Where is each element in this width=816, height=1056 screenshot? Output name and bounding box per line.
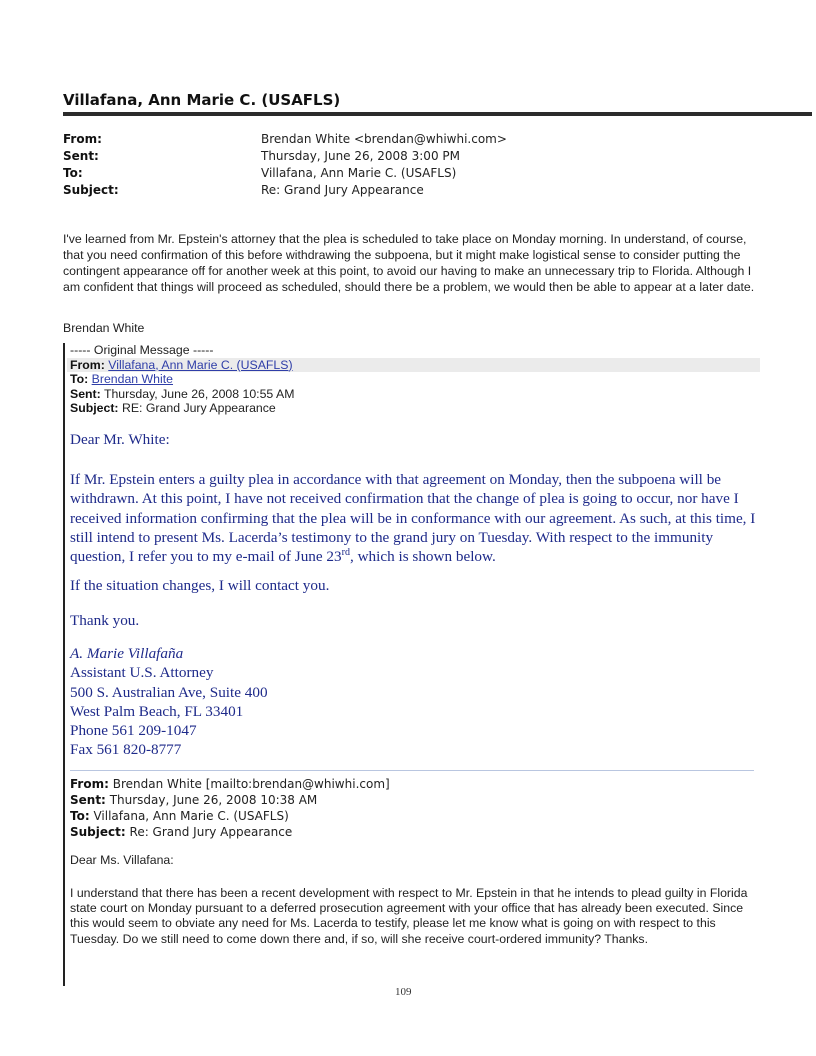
to-label: To:	[63, 166, 83, 180]
subject-value: Re: Grand Jury Appearance	[261, 183, 424, 197]
original-header	[70, 343, 294, 416]
from-value: Brendan White <brendan@whiwhi.com>	[261, 132, 507, 146]
subject-label: Subject:	[63, 183, 119, 197]
earlier-header	[70, 776, 390, 840]
original-greeting: Dear Mr. White:	[70, 431, 170, 448]
earlier-to-value: Villafana, Ann Marie C. (USAFLS)	[93, 809, 289, 823]
sig-phone: Phone 561 209-1047	[70, 722, 197, 740]
earlier-from-label: From:	[70, 777, 109, 791]
sig-name: A. Marie Villafaña	[70, 645, 184, 662]
original-body-main: If Mr. Epstein enters a guilty plea in accordance with that agreement on Monday, then the subpoena will be withdrawn. At this point, I have not received confirmation that the change of plea is going to occur, nor have I received information confirming that the plea will be in conformance with our agreement. As such, at this time, I still intend to present Ms. Lacerda’s testimony to the grand jury on Tuesday. With respect to the immunity question, I refer you to my e-mail of June 23	[70, 471, 756, 566]
original-subject-label: Subject:	[70, 401, 119, 415]
sent-value: Thursday, June 26, 2008 3:00 PM	[261, 149, 460, 163]
earlier-from-line	[70, 776, 390, 792]
sig-addr2: West Palm Beach, FL 33401	[70, 702, 244, 720]
original-body-end: , which is shown below.	[349, 548, 496, 566]
original-thanks: Thank you.	[70, 612, 140, 629]
to-value: Villafana, Ann Marie C. (USAFLS)	[261, 166, 457, 180]
original-to-link[interactable]: Brendan White	[91, 372, 173, 386]
sig-fax: Fax 561 820-8777	[70, 741, 182, 759]
reply-signature: Brendan White	[63, 321, 145, 335]
sent-label: Sent:	[63, 149, 99, 163]
original-to-label: To:	[70, 372, 89, 386]
original-line2: If the situation changes, I will contact you.	[70, 577, 330, 594]
reply-body: I've learned from Mr. Epstein's attorney that the plea is scheduled to take place on Monday morning. In understand, of course, that you need confirmation of this before withdrawing the subpoena, but it might make logistical sense to consider putting the contingent appearance off for another week at this point, to avoid our having to make an unnecessary trip to Florida. Although I am confident that things will proceed as scheduled, should there be a problem, we would then be able to appear at a later date.	[63, 232, 755, 294]
page-number: 109	[395, 986, 412, 998]
separator-rule	[70, 770, 754, 771]
earlier-to-label: To:	[70, 809, 90, 823]
signature-block	[70, 644, 770, 760]
original-from-line	[70, 358, 294, 373]
earlier-sent-line	[70, 792, 390, 808]
quote-bar	[63, 343, 65, 986]
sig-title: Assistant U.S. Attorney	[70, 664, 214, 682]
earlier-subject-label: Subject:	[70, 825, 126, 839]
earlier-greeting: Dear Ms. Villafana:	[70, 853, 174, 867]
earlier-to-line	[70, 808, 390, 824]
original-from-label: From:	[70, 357, 105, 372]
earlier-sent-value: Thursday, June 26, 2008 10:38 AM	[109, 793, 318, 807]
original-sent-label: Sent:	[70, 386, 101, 401]
original-divider: ----- Original Message -----	[70, 343, 214, 357]
title-rule	[63, 112, 812, 116]
original-from-link[interactable]: Villafana, Ann Marie C. (USAFLS)	[108, 357, 293, 372]
original-subject-value: RE: Grand Jury Appearance	[121, 401, 276, 415]
earlier-from-value: Brendan White [mailto:brendan@whiwhi.com]	[112, 777, 390, 791]
earlier-body: I understand that there has been a recent development with respect to Mr. Epstein in that he intends to plead guilty in Florida state court on Monday pursuant to a deferred prosecution agreement with your office that has already been executed. Since this would seem to obviate any need for Ms. Lacerda to testify, please let me know what is going on with respect to this Tuesday. Do we still need to come down there and, if so, will she receive court-ordered immunity? Thanks.	[70, 886, 748, 946]
original-body	[70, 470, 770, 566]
original-to-line	[70, 372, 294, 387]
from-label: From:	[63, 132, 102, 146]
original-sent-line	[70, 387, 294, 402]
earlier-sent-label: Sent:	[70, 793, 106, 807]
sig-addr1: 500 S. Australian Ave, Suite 400	[70, 683, 268, 701]
document-title: Villafana, Ann Marie C. (USAFLS)	[63, 91, 341, 109]
original-subject-line	[70, 401, 294, 416]
original-body-sup: rd	[341, 547, 350, 559]
original-sent-value: Thursday, June 26, 2008 10:55 AM	[103, 386, 295, 401]
earlier-subject-line	[70, 824, 390, 840]
earlier-subject-value: Re: Grand Jury Appearance	[129, 825, 293, 839]
